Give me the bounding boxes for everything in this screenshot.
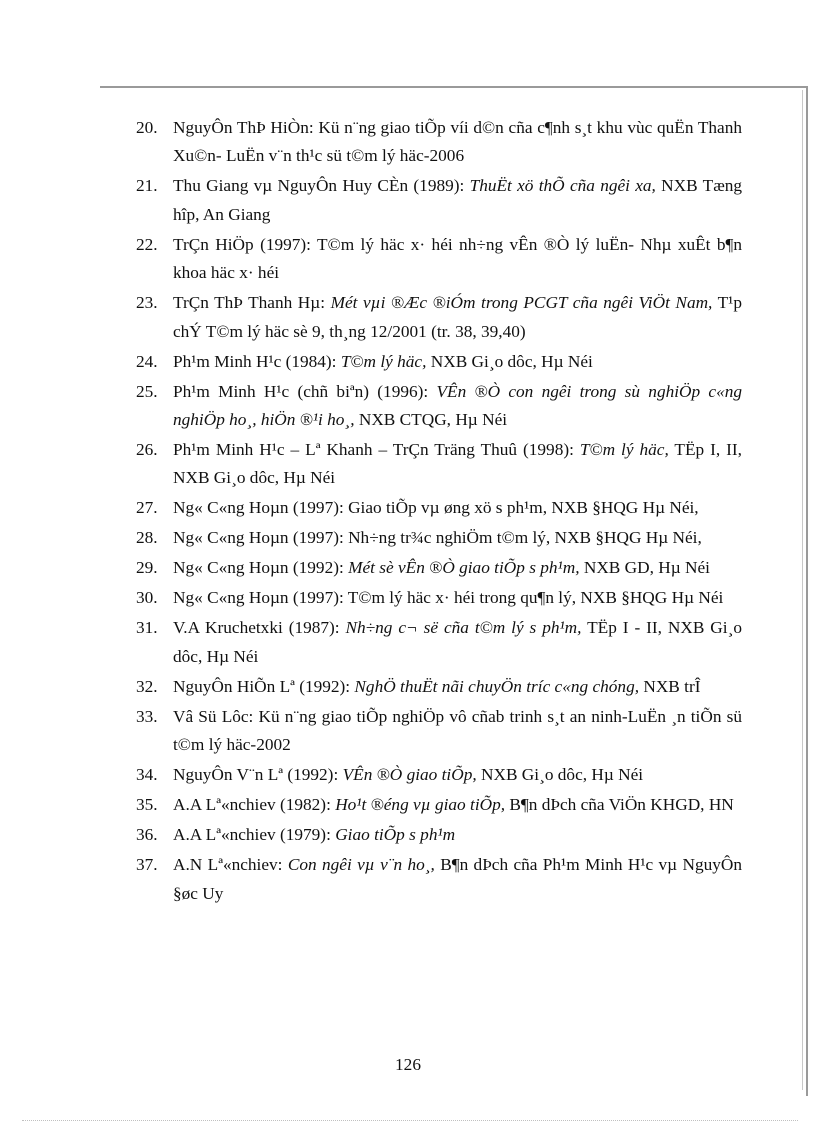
reference-title: T©m lý häc, [579,440,669,460]
reference-number: 37. [136,855,158,875]
reference-item [136,851,742,908]
bottom-dotted-rule [22,1120,798,1121]
reference-number: 34. [136,765,158,785]
reference-number: 22. [136,234,158,254]
reference-text: Ph¹m Minh H¹c – Lª Khanh – TrÇn Träng Thuû (1998): [173,440,580,460]
reference-title: Giao tiÕp s ph¹m [335,825,456,845]
reference-publisher: NXB Gi¸o dôc, Hµ Néi [426,351,593,371]
reference-publisher: TËp I - II, NXB Gi¸o dôc, Hµ Néi [173,618,742,666]
page-border-right-inner [802,90,803,1090]
reference-number: 31. [136,618,158,638]
reference-number: 20. [136,118,158,137]
reference-publisher: NXB Gi¸o dôc, Hµ Néi [476,765,644,785]
reference-item [136,761,742,789]
reference-title: Nh÷ng c¬ së cña t©m lý s ph¹m, [345,618,582,638]
reference-item [136,584,742,612]
reference-text: Ng« C«ng Hoµn (1997): Giao tiÕp vµ øng xö s ph¹m, NXB §HQG Hµ Néi, [173,498,699,518]
reference-text: A.N Lª«nchiev: [173,855,288,875]
reference-item [136,378,742,435]
reference-number: 30. [136,588,158,608]
reference-item [136,791,742,819]
reference-text: TrÇn ThÞ Thanh Hµ: [173,293,331,313]
page-border-top [100,86,808,88]
reference-number: 21. [136,176,158,196]
reference-item [136,348,742,376]
reference-number: 32. [136,676,158,696]
reference-item [136,524,742,552]
reference-publisher: TËp I, II, NXB Gi¸o dôc, Hµ Néi [173,440,742,488]
reference-text: A.A Lª«nchiev (1982): [173,795,336,815]
reference-number: 25. [136,381,158,401]
page-border-right [806,86,808,1096]
reference-text: NguyÔn ThÞ HiÒn: Kü n¨ng giao tiÕp víi d©n cña c¶nh s¸t khu vùc quËn Thanh Xu©n- LuËn v¨n th¹c sü t©m lý häc-2006 [173,118,742,166]
reference-publisher: T¹p chÝ T©m lý häc sè 9, th¸ng 12/2001 (tr. 38, 39,40) [173,293,742,341]
reference-number: 33. [136,706,158,726]
reference-publisher: B¶n dÞch cña ViÖn KHGD, HN [505,795,734,815]
reference-item [136,821,742,849]
reference-title: NghÖ thuËt nãi chuyÖn tríc c«ng chóng, [354,676,640,696]
reference-text: A.A Lª«nchiev (1979): [173,825,336,845]
reference-title: Mét sè vÊn ®Ò giao tiÕp s ph¹m, [348,558,580,578]
reference-text: Vâ Sü Lôc: Kü n¨ng giao tiÕp nghiÖp vô cñab trinh s¸t an ninh-LuËn ¸n tiÕn sü t©m lý häc-2002 [173,706,742,755]
reference-item [136,172,742,229]
reference-number: 29. [136,558,158,578]
reference-text: Ph¹m Minh H¹c (chñ biªn) (1996): [173,381,437,401]
reference-item [136,289,742,346]
reference-list [136,114,742,910]
reference-item [136,673,742,701]
reference-title: T©m lý häc, [340,351,427,371]
reference-text: Ng« C«ng Hoµn (1997): Nh÷ng tr¾c nghiÖm t©m lý, NXB §HQG Hµ Néi, [173,528,702,548]
reference-number: 35. [136,795,158,815]
reference-title: VÊn ®Ò giao tiÕp, [342,765,477,785]
reference-title: Ho¹t ®éng vµ giao tiÕp, [335,795,506,815]
reference-title: Con ngêi vµ v¨n ho¸, [287,855,435,875]
page-number: 126 [395,1055,421,1074]
reference-title: ThuËt xö thÕ cña ngêi xa, [469,176,656,196]
reference-item [136,554,742,582]
reference-item [136,114,742,171]
reference-item [136,494,742,522]
reference-text: Ng« C«ng Hoµn (1997): T©m lý häc x· héi trong qu¶n lý, NXB §HQG Hµ Néi [173,588,724,608]
reference-publisher: NXB trÎ [639,676,701,696]
reference-number: 24. [136,351,158,371]
reference-number: 28. [136,528,158,548]
reference-title: Mét vµi ®Æc ®iÓm trong PCGT cña ngêi ViÖt Nam, [330,293,713,313]
reference-text: V.A Kruchetxki (1987): [173,618,346,638]
reference-publisher: B¶n dÞch cña Ph¹m Minh H¹c vµ NguyÔn §øc Uy [173,855,742,903]
reference-number: 23. [136,293,158,313]
reference-title: VÊn ®Ò con ngêi trong sù nghiÖp c«ng nghiÖp ho¸, hiÖn ®¹i ho¸, [173,381,743,430]
reference-number: 27. [136,498,158,518]
reference-number: 26. [136,440,158,460]
reference-number: 36. [136,825,158,845]
reference-text: NguyÔn V¨n Lª (1992): [173,765,343,785]
reference-text: Ph¹m Minh H¹c (1984): [173,351,341,371]
reference-text: Thu Giang vµ NguyÔn Huy CÈn (1989): [173,176,470,196]
reference-text: TrÇn HiÖp (1997): T©m lý häc x· héi nh÷ng vÊn ®Ò lý luËn- Nhµ xuÊt b¶n khoa häc x· héi [173,234,742,283]
reference-text: NguyÔn HiÕn Lª (1992): [173,676,355,696]
reference-text: Ng« C«ng Hoµn (1992): [173,558,349,578]
reference-publisher: NXB CTQG, Hµ Néi [354,410,508,430]
reference-item [136,614,742,671]
reference-publisher: NXB Tæng hîp, An Giang [173,176,742,224]
reference-publisher: NXB GD, Hµ Néi [579,558,710,578]
reference-item [136,703,742,760]
reference-item [136,436,742,493]
reference-item [136,231,742,288]
